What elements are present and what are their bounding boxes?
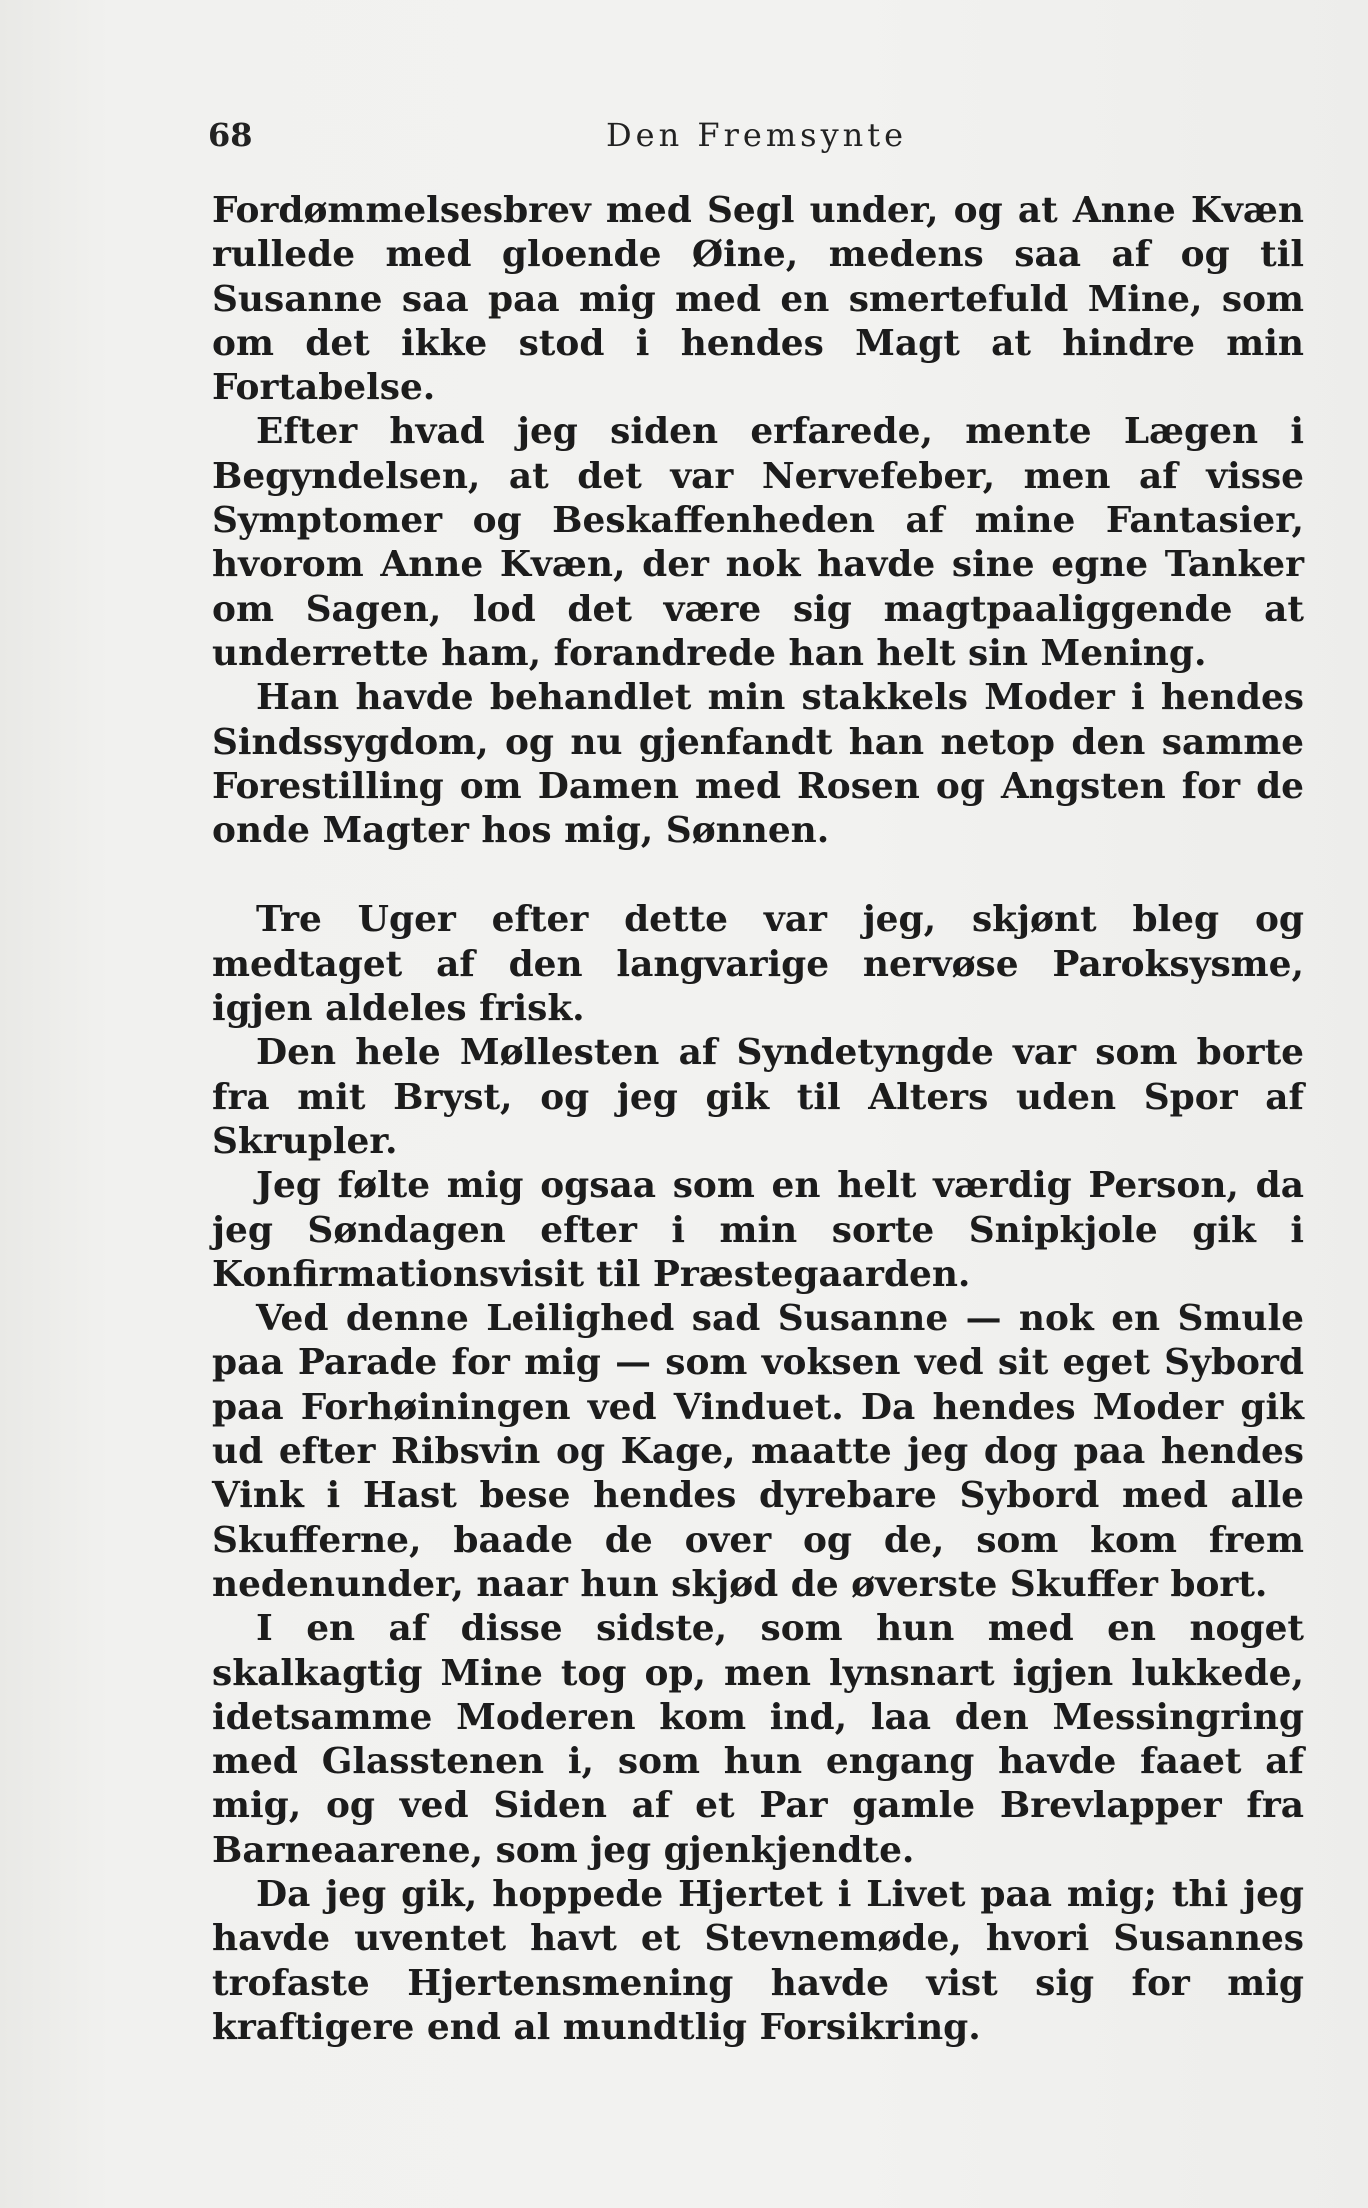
paragraph: Da jeg gik, hoppede Hjertet i Livet paa mig; thi jeg havde uventet havt et Stevnemøde, hvori Susannes trofaste Hjertensmening havde vist sig for mig kraftigere end al mundtlig Forsikring. — [212, 1872, 1304, 2048]
body-text — [212, 188, 1304, 2049]
paragraph: Ved denne Leilighed sad Susanne — nok en Smule paa Parade for mig — som voksen ved sit eget Sybord paa Forhøiningen ved Vinduet. Da hendes Moder gik ud efter Ribsvin og Kage, maatte jeg dog paa hendes Vink i Hast bese hendes dyrebare Sybord med alle Skufferne, baade de over og de, som kom frem nedenunder, naar hun skjød de øverste Skuffer bort. — [212, 1297, 1304, 1605]
paragraph: Efter hvad jeg siden erfarede, mente Lægen i Begyndelsen, at det var Nervefeber, men af visse Symptomer og Beskaffenheden af mine Fantasier, hvorom Anne Kvæn, der nok havde sine egne Tanker om Sagen, lod det være sig magtpaaliggende at underrette ham, forandrede han helt sin Mening. — [212, 410, 1304, 674]
running-title: Den Fremsynte — [606, 116, 908, 154]
paragraph: Den hele Møllesten af Syndetyngde var som borte fra mit Bryst, og jeg gik til Alters uden Spor af Skrupler. — [212, 1031, 1304, 1162]
paragraph: I en af disse sidste, som hun med en noget skalkagtig Mine tog op, men lynsnart igjen lukkede, idetsamme Moderen kom ind, laa den Messingring med Glasstenen i, som hun engang havde faaet af mig, og ved Siden af et Par gamle Brevlapper fra Barneaarene, som jeg gjenkjendte. — [212, 1607, 1304, 1871]
page-number: 68 — [208, 116, 253, 154]
paragraph: Fordømmelsesbrev med Segl under, og at Anne Kvæn rullede med gloende Øine, medens saa af og til Susanne saa paa mig med en smertefuld Mine, som om det ikke stod i hendes Magt at hindre min Fortabelse. — [212, 189, 1304, 409]
page-header — [208, 116, 1298, 162]
section-break — [212, 852, 1304, 897]
paragraph: Jeg følte mig ogsaa som en helt værdig Person, da jeg Søndagen efter i min sorte Snipkjole gik i Konfirmationsvisit til Præstegaarden. — [212, 1164, 1304, 1295]
paragraph: Tre Uger efter dette var jeg, skjønt bleg og medtaget af den langvarige nervøse Paroksysme, igjen aldeles frisk. — [212, 898, 1304, 1030]
paragraph: Han havde behandlet min stakkels Moder i hendes Sindssygdom, og nu gjenfandt han netop den samme Forestilling om Damen med Rosen og Angsten for de onde Magter hos mig, Sønnen. — [212, 676, 1304, 852]
